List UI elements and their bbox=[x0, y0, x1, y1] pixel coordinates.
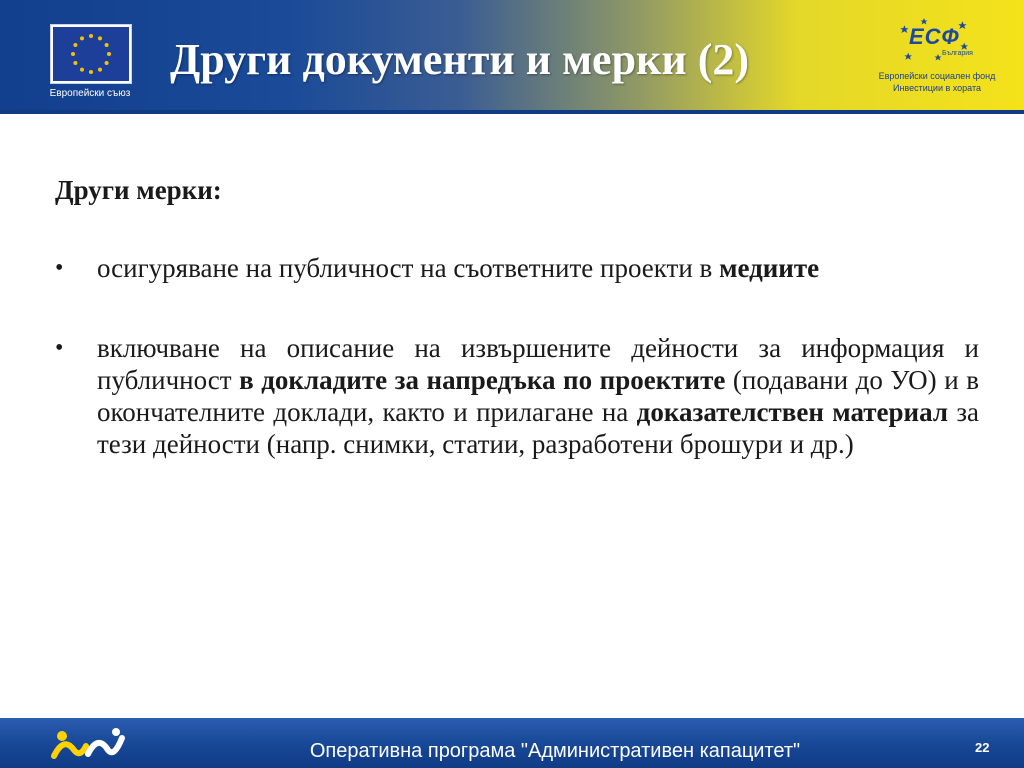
slide-header bbox=[0, 0, 1024, 114]
eu-logo bbox=[40, 14, 150, 99]
slide-footer bbox=[0, 718, 1024, 768]
esf-logo bbox=[862, 18, 1012, 98]
bullet2-text3: за тези дейности (напр. снимки, статии, разработени брошури и др.) bbox=[97, 397, 979, 459]
list-item bbox=[55, 252, 979, 284]
bullet2-text1: включване на описание на извършените дейности за информация и публичност bbox=[97, 333, 979, 395]
bullet-mark: • bbox=[55, 255, 64, 281]
esf-caption-line1: Европейски социален фонд bbox=[878, 71, 996, 81]
eu-flag-icon bbox=[50, 24, 132, 84]
page-number: 22 bbox=[975, 740, 990, 755]
bullet2-text2: (подавани до УО) и в окончателните доклади, както и прилагане на bbox=[97, 365, 979, 427]
eu-caption: Европейски съюз bbox=[49, 88, 131, 99]
bullet2-bold1: в докладите за напредъка по проектите bbox=[239, 365, 726, 395]
bullet1-bold1: медиите bbox=[719, 253, 820, 283]
bullet2-bold2: доказателствен материал bbox=[636, 397, 948, 427]
slide-title: Други документи и мерки (2) bbox=[170, 35, 750, 84]
header-divider bbox=[0, 110, 1024, 114]
footer-program-name: Оперативна програма "Административен капацитет" bbox=[309, 740, 801, 762]
section-heading: Други мерки: bbox=[55, 175, 222, 205]
slide-content bbox=[55, 172, 979, 508]
list-item bbox=[55, 332, 979, 460]
esf-country: България bbox=[942, 50, 973, 57]
esf-caption bbox=[862, 70, 1012, 94]
bullet-mark: • bbox=[55, 335, 64, 361]
esf-letters: ЕСФ bbox=[909, 24, 960, 49]
bullet1-text1: осигуряване на публичност на съответните проекти в bbox=[97, 253, 720, 283]
esf-caption-line2: Инвестиции в хората bbox=[892, 83, 981, 93]
bullet-list bbox=[55, 252, 979, 460]
